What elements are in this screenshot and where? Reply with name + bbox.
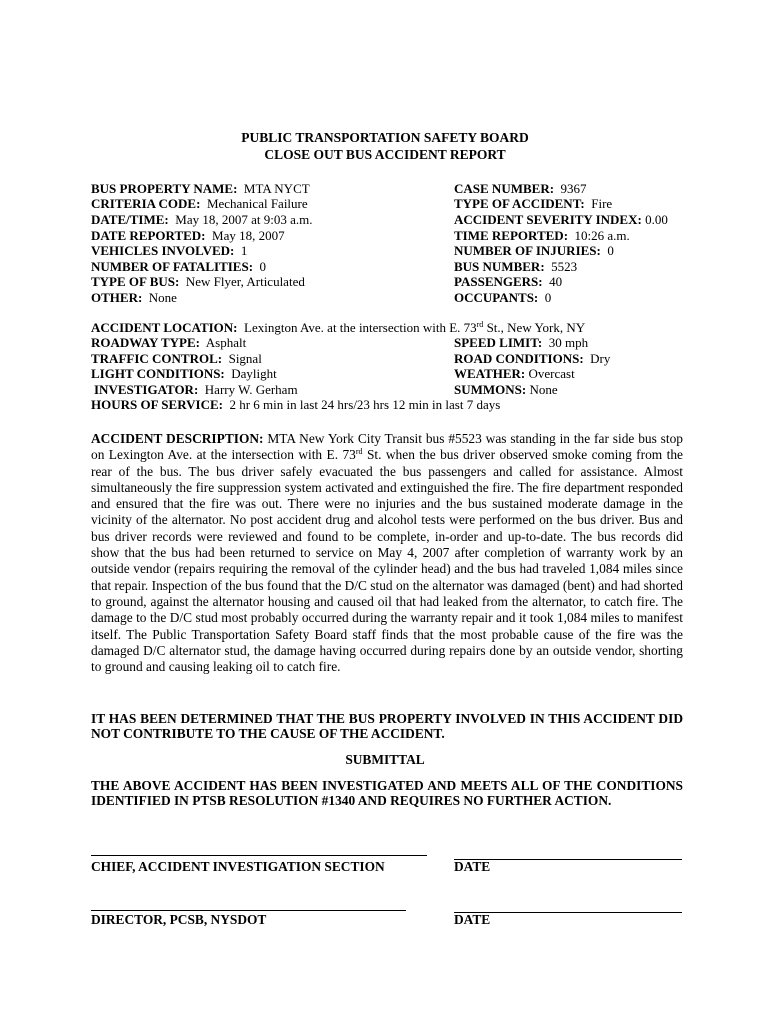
field-hours-of-service: HOURS OF SERVICE: 2 hr 6 min in last 24 hrs/23 hrs 12 min in last 7 days bbox=[91, 397, 501, 412]
determination-statement: IT HAS BEEN DETERMINED THAT THE BUS PROPERTY INVOLVED IN THIS ACCIDENT DID NOT CONTRIBUTE TO THE CAUSE OF THE ACCIDENT. bbox=[91, 711, 683, 741]
report-title-line2: CLOSE OUT BUS ACCIDENT REPORT bbox=[264, 147, 506, 162]
field-roadway-type: ROADWAY TYPE: Asphalt bbox=[91, 335, 247, 350]
field-case-number: CASE NUMBER: 9367 bbox=[454, 181, 587, 196]
field-criteria-code: CRITERIA CODE: Mechanical Failure bbox=[91, 196, 308, 211]
field-road-conditions: ROAD CONDITIONS: Dry bbox=[454, 351, 611, 366]
field-number-of-fatalities: NUMBER OF FATALITIES: 0 bbox=[91, 259, 267, 274]
date1-label: DATE bbox=[454, 859, 491, 874]
field-date-reported: DATE REPORTED: May 18, 2007 bbox=[91, 228, 285, 243]
field-light-conditions: LIGHT CONDITIONS: Daylight bbox=[91, 366, 277, 381]
field-number-of-injuries: NUMBER OF INJURIES: 0 bbox=[454, 243, 614, 258]
field-passengers: PASSENGERS: 40 bbox=[454, 274, 563, 289]
field-bus-number: BUS NUMBER: 5523 bbox=[454, 259, 578, 274]
field-occupants: OCCUPANTS: 0 bbox=[454, 290, 552, 305]
field-traffic-control: TRAFFIC CONTROL: Signal bbox=[91, 351, 262, 366]
report-title-line1: PUBLIC TRANSPORTATION SAFETY BOARD bbox=[241, 130, 529, 145]
accident-description-label: ACCIDENT DESCRIPTION: bbox=[91, 431, 264, 446]
date2-label: DATE bbox=[454, 912, 491, 927]
field-investigator: INVESTIGATOR: Harry W. Gerham bbox=[94, 382, 298, 397]
field-speed-limit: SPEED LIMIT: 30 mph bbox=[454, 335, 589, 350]
field-accident-location: ACCIDENT LOCATION: Lexington Ave. at the intersection with E. 73rd St., New York, NY bbox=[91, 320, 586, 335]
director-signature-line bbox=[91, 910, 406, 911]
field-accident-severity-index: ACCIDENT SEVERITY INDEX: 0.00 bbox=[454, 212, 668, 227]
chief-signature-label: CHIEF, ACCIDENT INVESTIGATION SECTION bbox=[91, 859, 385, 874]
field-other: OTHER: None bbox=[91, 290, 177, 305]
field-type-of-bus: TYPE OF BUS: New Flyer, Articulated bbox=[91, 274, 305, 289]
field-time-reported: TIME REPORTED: 10:26 a.m. bbox=[454, 228, 630, 243]
field-summons: SUMMONS: None bbox=[454, 382, 558, 397]
submittal-heading: SUBMITTAL bbox=[345, 752, 425, 767]
field-type-of-accident: TYPE OF ACCIDENT: Fire bbox=[454, 196, 613, 211]
field-weather: WEATHER: Overcast bbox=[454, 366, 575, 381]
chief-signature-line bbox=[91, 855, 427, 856]
field-date-time: DATE/TIME: May 18, 2007 at 9:03 a.m. bbox=[91, 212, 313, 227]
field-vehicles-involved: VEHICLES INVOLVED: 1 bbox=[91, 243, 248, 258]
field-bus-property-name: BUS PROPERTY NAME: MTA NYCT bbox=[91, 181, 310, 196]
submittal-statement: THE ABOVE ACCIDENT HAS BEEN INVESTIGATED AND MEETS ALL OF THE CONDITIONS IDENTIFIED IN PTSB RESOLUTION #1340 AND REQUIRES NO FURTHER ACTION. bbox=[91, 778, 683, 808]
accident-description: ACCIDENT DESCRIPTION: MTA New York City Transit bus #5523 was standing in the far side bus stop on Lexington Ave. at the intersection with E. 73rd St. when the bus driver observed smoke coming from the rear of the bus. The bus driver safely evacuated the bus passengers and called for assistance. Almost simultaneously the fire suppression system activated and extinguished the fire. The fire department responded and ensured that the fire was out. There were no injuries and the bus sustained moderate damage in the vicinity of the alternator. No post accident drug and alcohol tests were performed on the bus driver. Bus and bus driver records were reviewed and found to be complete, in-order and up-to-date. The bus records did show that the bus had been returned to service on May 4, 2007 after completion of warranty work by an outside vendor (repairs requiring the removal of the cylinder head) and the bus had traveled 1,084 miles since that repair. Inspection of the bus found that the D/C stud on the alternator was damaged (bent) and had shorted to ground, against the alternator housing and caused oil that had leaked from the alternator, to catch fire. The damage to the D/C stud most probably occurred during the warranty repair and it took 1,084 miles to manifest itself. The Public Transportation Safety Board staff finds that the most probable cause of the fire was the damaged D/C alternator stud, the damage having occurred during repairs done by an outside vendor, shorting to ground and causing leaking oil to catch fire. bbox=[91, 431, 683, 675]
director-signature-label: DIRECTOR, PCSB, NYSDOT bbox=[91, 912, 267, 927]
